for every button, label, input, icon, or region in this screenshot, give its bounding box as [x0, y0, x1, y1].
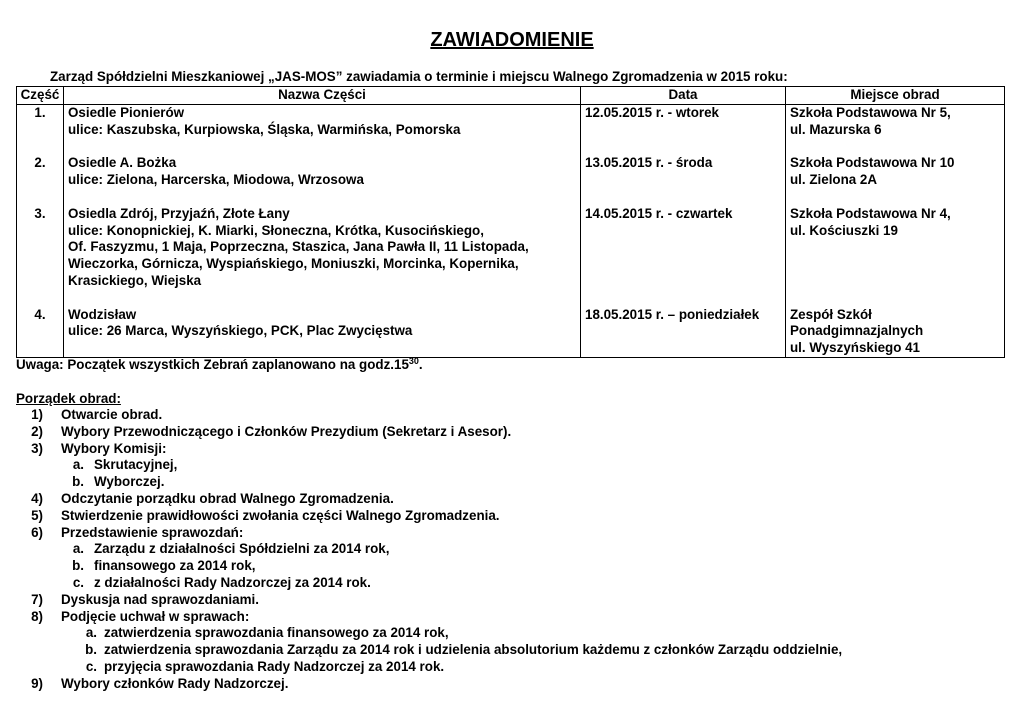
part-place-line: ul. Wyszyńskiego 41 — [790, 340, 920, 356]
table-row — [17, 105, 1005, 156]
list-subitem — [0, 541, 1024, 558]
list-item — [0, 491, 1024, 508]
agenda-list — [0, 407, 1024, 693]
part-place — [786, 307, 1005, 358]
header-date: Data — [581, 87, 786, 105]
list-item-number: 6) — [31, 524, 43, 540]
part-place-line: Szkoła Podstawowa Nr 5, — [790, 105, 951, 120]
part-number: 3. — [17, 206, 64, 307]
list-item-text: Przedstawienie sprawozdań: — [61, 524, 244, 540]
list-item-number: 1) — [31, 407, 43, 422]
list-subitem — [0, 474, 1024, 491]
page-title: ZAWIADOMIENIE — [430, 29, 594, 51]
list-item-text: Dyskusja nad sprawozdaniami. — [61, 591, 259, 607]
part-number: 2. — [17, 155, 64, 205]
list-item-number: b. — [85, 642, 97, 658]
list-item-text: Wybory Przewodniczącego i Członków Prezydium (Sekretarz i Asesor). — [61, 423, 512, 439]
table-header-row — [17, 87, 1005, 105]
note-main: Uwaga: Początek wszystkich Zebrań zaplanowano na godz.15 — [16, 357, 409, 372]
part-name-line: Osiedle A. Bożka — [68, 155, 177, 171]
note-end: . — [418, 357, 423, 372]
list-subitem — [0, 659, 1024, 676]
list-item — [0, 407, 1024, 424]
list-item-text: Podjęcie uchwał w sprawach: — [61, 608, 250, 624]
list-item-number: 7) — [31, 591, 43, 607]
part-place-line: Szkoła Podstawowa Nr 4, — [790, 205, 951, 221]
part-place — [786, 155, 1005, 205]
part-name-line: Osiedle Pionierów — [68, 105, 185, 120]
list-item — [0, 592, 1024, 609]
list-subitem — [0, 625, 1024, 642]
part-place-line: Ponadgimnazjalnych — [790, 323, 924, 339]
part-name-line: ulice: Kaszubska, Kurpiowska, Śląska, Warmińska, Pomorska — [68, 121, 461, 137]
part-place — [786, 206, 1005, 307]
part-name — [64, 206, 581, 307]
list-item-text: Stwierdzenie prawidłowości zwołania części Walnego Zgromadzenia. — [61, 507, 500, 523]
list-subitem — [0, 642, 1024, 659]
list-item-number: 8) — [31, 608, 43, 624]
part-number: 4. — [17, 307, 64, 358]
list-item-number: 5) — [31, 507, 43, 523]
list-subitem — [0, 575, 1024, 592]
agenda-title: Porządek obrad: — [16, 391, 121, 406]
list-item — [0, 424, 1024, 441]
table-row — [17, 307, 1005, 358]
part-name — [64, 155, 581, 205]
parts-table — [16, 86, 1005, 358]
part-name — [64, 307, 581, 358]
list-subitem — [0, 457, 1024, 474]
part-name-line: Krasickiego, Wiejska — [68, 272, 202, 288]
part-place-line: ul. Mazurska 6 — [790, 121, 882, 137]
part-number: 1. — [17, 105, 64, 156]
part-name — [64, 105, 581, 156]
list-item-text: z działalności Rady Nadzorczej za 2014 rok. — [94, 574, 371, 590]
part-name-line: Wieczorka, Górnicza, Wyspiańskiego, Moniuszki, Morcinka, Kopernika, — [68, 256, 519, 272]
list-item-number: 2) — [31, 423, 43, 439]
part-date: 12.05.2015 r. - wtorek — [581, 105, 786, 156]
list-item-number: 3) — [31, 440, 43, 456]
header-name: Nazwa Części — [64, 87, 581, 105]
list-subitem — [0, 558, 1024, 575]
list-item-number: a. — [72, 541, 84, 557]
table-row — [17, 155, 1005, 205]
part-place — [786, 105, 1005, 156]
intro-text: Zarząd Spółdzielni Mieszkaniowej „JAS-MOS” zawiadamia o terminie i miejscu Walnego Zgromadzenia w 2015 roku: — [50, 69, 788, 84]
list-item-text: Otwarcie obrad. — [61, 407, 163, 422]
list-item-text: Odczytanie porządku obrad Walnego Zgromadzenia. — [61, 490, 394, 506]
part-name-line: ulice: Konopnickiej, K. Miarki, Słoneczna, Krótka, Kusocińskiego, — [68, 222, 484, 238]
list-item-number: b. — [72, 474, 84, 490]
part-place-line: Szkoła Podstawowa Nr 10 — [790, 155, 955, 171]
header-part: Część — [17, 87, 64, 105]
part-date: 18.05.2015 r. – poniedziałek — [581, 307, 786, 358]
part-place-line: ul. Zielona 2A — [790, 172, 878, 188]
list-item-text: zatwierdzenia sprawozdania finansowego za 2014 rok, — [104, 625, 449, 641]
list-item-text: zatwierdzenia sprawozdania Zarządu za 2014 rok i udzielenia absolutorium każdemu z członków Zarządu oddzielnie, — [104, 642, 843, 658]
part-name-line: ulice: Zielona, Harcerska, Miodowa, Wrzosowa — [68, 172, 364, 188]
list-item-text: przyjęcia sprawozdania Rady Nadzorczej za 2014 rok. — [104, 658, 445, 674]
list-item-number: a. — [85, 625, 97, 641]
list-item-number: c. — [85, 658, 97, 674]
part-name-line: Wodzisław — [68, 306, 137, 322]
list-item-text: finansowego za 2014 rok, — [94, 558, 256, 574]
part-name-line: ulice: 26 Marca, Wyszyńskiego, PCK, Plac Zwycięstwa — [68, 323, 413, 339]
header-place: Miejsce obrad — [786, 87, 1005, 105]
part-date: 13.05.2015 r. - środa — [581, 155, 786, 205]
list-item-text: Zarządu z działalności Spółdzielni za 2014 rok, — [94, 541, 390, 557]
list-item-number: c. — [72, 574, 84, 590]
list-item — [0, 508, 1024, 525]
list-item-number: a. — [72, 457, 84, 473]
list-item-number: 9) — [31, 675, 43, 691]
list-item-text: Wybory Komisji: — [61, 440, 167, 456]
list-item-number: 4) — [31, 490, 43, 506]
list-item — [0, 525, 1024, 542]
note-text — [16, 357, 423, 374]
list-item-number: b. — [72, 558, 84, 574]
part-date: 14.05.2015 r. - czwartek — [581, 206, 786, 307]
list-item-text: Wyborczej. — [94, 474, 165, 490]
list-item — [0, 609, 1024, 626]
list-item-text: Skrutacyjnej, — [94, 457, 178, 473]
part-name-line: Osiedla Zdrój, Przyjaźń, Złote Łany — [68, 205, 290, 221]
list-item — [0, 676, 1024, 693]
list-item-text: Wybory członków Rady Nadzorczej. — [61, 675, 289, 691]
table-row — [17, 206, 1005, 307]
note-superscript: 30 — [408, 356, 419, 366]
part-name-line: Of. Faszyzmu, 1 Maja, Poprzeczna, Staszica, Jana Pawła II, 11 Listopada, — [68, 239, 529, 255]
part-place-line: Zespół Szkół — [790, 306, 872, 322]
part-place-line: ul. Kościuszki 19 — [790, 222, 898, 238]
list-item — [0, 441, 1024, 458]
